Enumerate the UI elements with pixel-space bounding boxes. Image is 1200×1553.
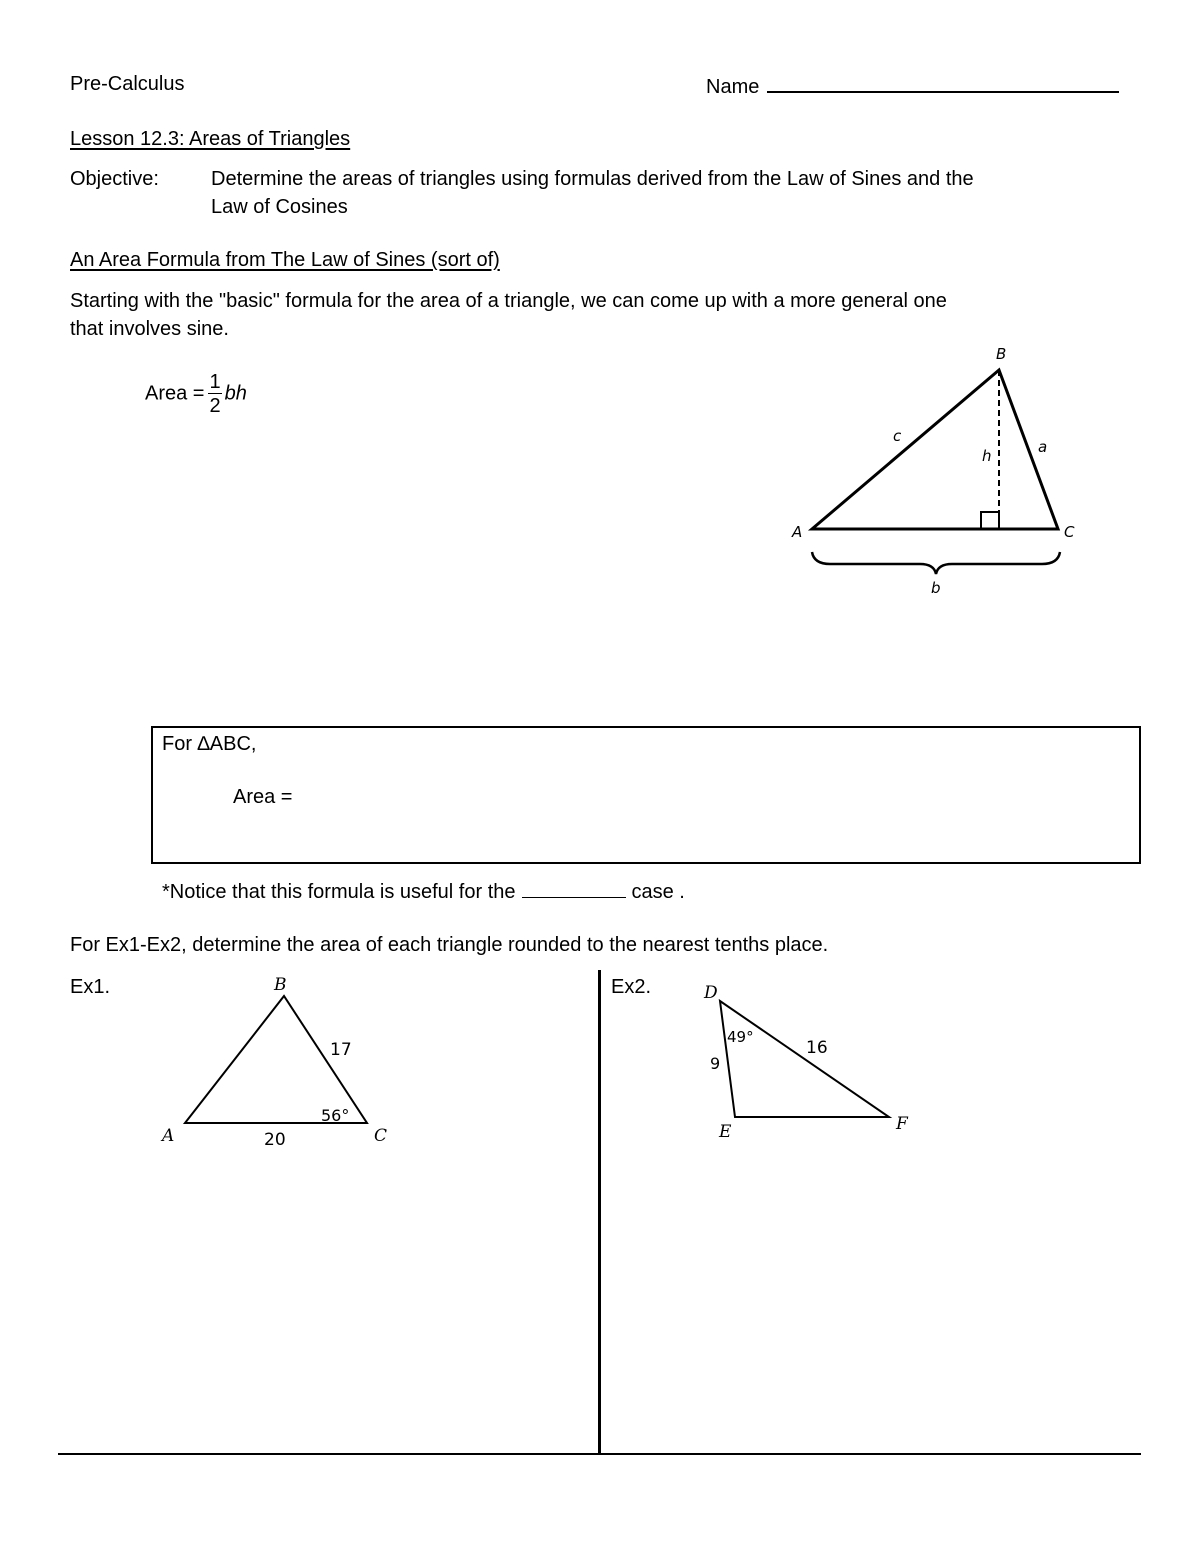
intro-line2: that involves sine. bbox=[70, 318, 229, 340]
base-brace bbox=[812, 552, 1060, 574]
formula-box bbox=[151, 726, 1141, 864]
name-label: Name bbox=[706, 76, 760, 98]
objective-text-line2: Law of Cosines bbox=[211, 196, 348, 218]
height-label: h bbox=[982, 447, 992, 465]
lesson-title: Lesson 12.3: Areas of Triangles bbox=[70, 128, 351, 150]
intro-line1: Starting with the "basic" formula for the area of a triangle, we can come up with a more general one bbox=[70, 290, 947, 312]
box-area-label: Area = bbox=[233, 786, 293, 808]
formula-label: Area = bbox=[145, 382, 205, 405]
formula-tail: bh bbox=[224, 382, 247, 405]
name-blank[interactable] bbox=[767, 73, 1119, 93]
ex1-side-ac: 20 bbox=[264, 1130, 286, 1150]
ex2-vertex-d: D bbox=[704, 983, 718, 1003]
vertex-a-label: A bbox=[792, 523, 803, 541]
fraction bbox=[208, 372, 221, 416]
notice-text-before: *Notice that this formula is useful for the bbox=[162, 881, 516, 903]
ex1-triangle-diagram bbox=[150, 966, 410, 1156]
section-heading: An Area Formula from The Law of Sines (sort of) bbox=[70, 249, 500, 271]
ex1-label: Ex1. bbox=[70, 976, 111, 998]
instructions: For Ex1-Ex2, determine the area of each triangle rounded to the nearest tenths place. bbox=[70, 934, 829, 956]
ex2-triangle-diagram bbox=[690, 976, 930, 1156]
ex2-triangle bbox=[720, 1001, 889, 1117]
vertical-divider bbox=[598, 970, 601, 1454]
ex1-vertex-a: A bbox=[162, 1126, 175, 1146]
box-line1: For ∆ABC, bbox=[162, 733, 257, 755]
area-formula bbox=[145, 372, 247, 416]
triangle-abc-diagram bbox=[780, 340, 1100, 610]
side-b-label: b bbox=[931, 579, 941, 597]
notice-text-after: case . bbox=[631, 881, 685, 903]
side-c-label: c bbox=[893, 427, 902, 445]
fraction-numerator: 1 bbox=[209, 371, 221, 393]
objective-text-line1: Determine the areas of triangles using formulas derived from the Law of Sines and the bbox=[211, 168, 974, 190]
vertex-c-label: C bbox=[1064, 523, 1075, 541]
ex2-side-de: 9 bbox=[710, 1054, 721, 1073]
vertex-b-label: B bbox=[996, 345, 1007, 363]
bottom-divider bbox=[58, 1453, 1141, 1455]
objective-label: Objective: bbox=[70, 168, 159, 190]
notice-line bbox=[162, 881, 685, 904]
ex2-angle-d: 49° bbox=[727, 1028, 754, 1046]
ex1-vertex-b: B bbox=[274, 975, 287, 995]
course-title: Pre-Calculus bbox=[70, 73, 185, 95]
ex2-vertex-e: E bbox=[719, 1122, 732, 1142]
ex2-vertex-f: F bbox=[896, 1114, 908, 1134]
ex1-angle-c: 56° bbox=[321, 1106, 350, 1125]
triangle-abc bbox=[812, 370, 1058, 529]
ex2-label: Ex2. bbox=[611, 976, 652, 998]
name-field[interactable] bbox=[706, 73, 1119, 99]
notice-blank[interactable] bbox=[522, 881, 626, 898]
ex2-side-df: 16 bbox=[806, 1038, 828, 1058]
ex1-side-bc: 17 bbox=[330, 1040, 352, 1060]
fraction-denominator: 2 bbox=[209, 395, 221, 417]
ex1-vertex-c: C bbox=[374, 1126, 388, 1146]
side-a-label: a bbox=[1038, 438, 1048, 456]
right-angle-marker bbox=[981, 512, 999, 529]
